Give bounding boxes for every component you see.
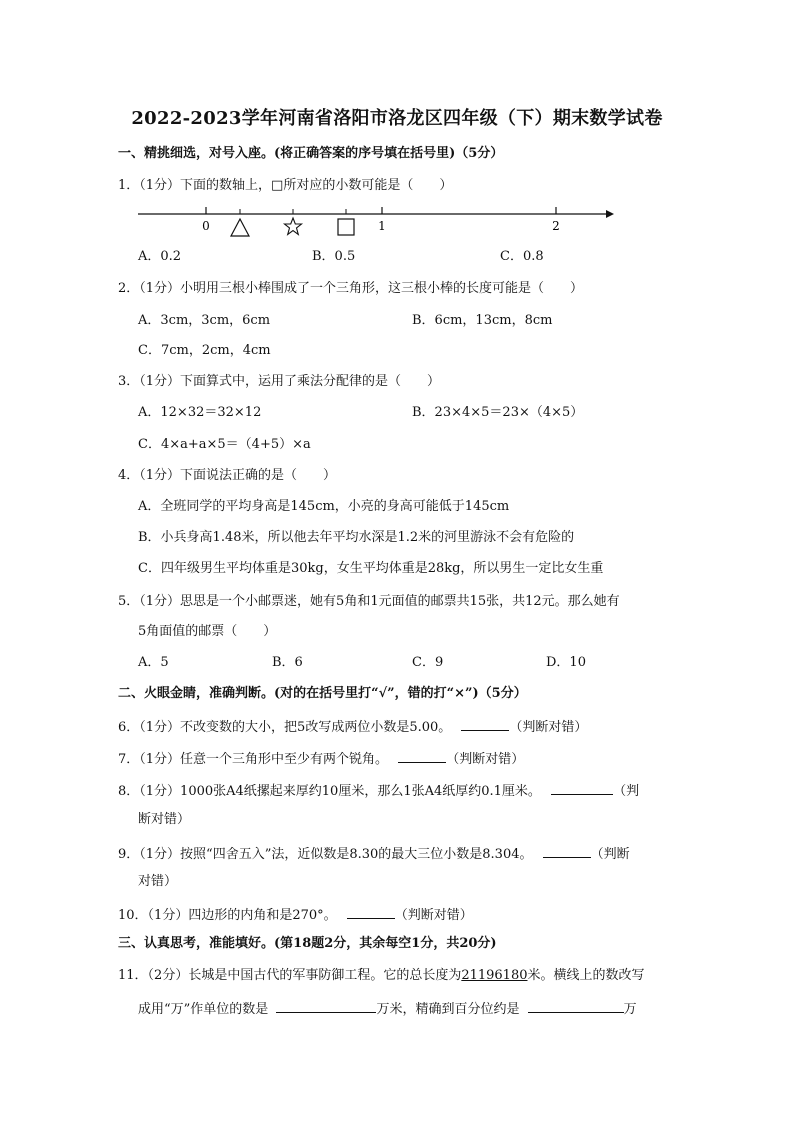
q1-option-a: A．0.2 (138, 249, 182, 264)
q3-option-b: B．23×4×5＝23×（4×5） (412, 405, 584, 420)
q3-option-c: C．4×a+a×5＝（4+5）×a (138, 437, 311, 452)
q4-option-c: C．四年级男生平均体重是30kg，女生平均体重是28kg，所以男生一定比女生重 (138, 561, 604, 576)
question-11-text: 11．（2分）长城是中国古代的军事防御工程。它的总长度为 (118, 968, 462, 983)
question-11-text-b: 米。横线上的数改写 (527, 968, 645, 983)
section-heading-1: 一、精挑细选，对号入座。(将正确答案的序号填在括号里)（5分） (118, 146, 504, 161)
question-11-underlined-number: 21196180 (461, 968, 528, 983)
answer-blank-8[interactable] (551, 780, 613, 795)
question-10-tail: （判断对错） (394, 908, 473, 923)
question-11-line2-b: 万米，精确到百分位约是 (376, 1002, 520, 1017)
question-10-text: 10．（1分）四边形的内角和是270°。 (118, 908, 337, 923)
question-9-tail: （判断 (590, 847, 630, 862)
q2-option-c: C．7cm，2cm，4cm (138, 343, 271, 358)
question-7-tail: （判断对错） (446, 752, 525, 767)
question-4: 4．（1分）下面说法正确的是（ ） (118, 468, 337, 483)
section-heading-3: 三、认真思考，准能填好。(第18题2分，其余每空1分，共20分) (118, 936, 497, 951)
number-line (136, 195, 626, 240)
answer-blank-11a[interactable] (276, 998, 376, 1013)
answer-blank-10[interactable] (347, 904, 395, 919)
triangle-marker-icon (231, 219, 249, 236)
q5-option-a: A．5 (138, 655, 169, 670)
q2-option-a: A．3cm，3cm，6cm (138, 313, 271, 328)
question-8 (118, 780, 639, 801)
question-11-cont (138, 998, 637, 1019)
question-9 (118, 843, 630, 864)
answer-blank-6[interactable] (461, 716, 509, 731)
question-8-tail: （判 (613, 784, 640, 799)
square-marker-icon (338, 219, 354, 235)
question-9-text: 9．（1分）按照“四舍五入”法，近似数是8.30的最大三位小数是8.304。 (118, 847, 533, 862)
question-6 (118, 716, 587, 737)
question-2: 2．（1分）小明用三根小棒围成了一个三角形，这三根小棒的长度可能是（ ） (118, 281, 584, 296)
question-8-cont: 断对错） (138, 812, 191, 827)
star-marker-icon (285, 218, 302, 235)
number-line-arrow-icon (606, 210, 614, 218)
question-6-tail: （判断对错） (509, 720, 588, 735)
question-9-cont: 对错） (138, 874, 178, 889)
question-11-line2-c: 万 (623, 1002, 637, 1017)
q5-option-c: C．9 (412, 655, 444, 670)
q4-option-b: B．小兵身高1.48米，所以他去年平均水深是1.2米的河里游泳不会有危险的 (138, 530, 575, 545)
q1-option-b: B．0.5 (312, 249, 356, 264)
page-title: 2022-2023学年河南省洛阳市洛龙区四年级（下）期末数学试卷 (131, 108, 663, 129)
question-3: 3．（1分）下面算式中，运用了乘法分配律的是（ ） (118, 374, 441, 389)
question-7 (118, 748, 524, 769)
tick-label-2: 2 (552, 219, 560, 233)
tick-label-1: 1 (378, 219, 386, 233)
question-5-cont: 5角面值的邮票（ ） (138, 624, 277, 639)
question-1: 1．（1分）下面的数轴上，□所对应的小数可能是（ ） (118, 178, 453, 193)
question-8-text: 8．（1分）1000张A4纸摞起来厚约10厘米，那么1张A4纸厚约0.1厘米。 (118, 784, 541, 799)
q1-option-c: C．0.8 (500, 249, 544, 264)
section-heading-2: 二、火眼金睛，准确判断。(对的在括号里打“√”，错的打“×”)（5分） (118, 686, 527, 701)
q5-option-d: D．10 (546, 655, 586, 670)
q2-option-b: B．6cm，13cm，8cm (412, 313, 553, 328)
answer-blank-9[interactable] (543, 843, 591, 858)
question-6-text: 6．（1分）不改变数的大小，把5改写成两位小数是5.00。 (118, 720, 452, 735)
question-7-text: 7．（1分）任意一个三角形中至少有两个锐角。 (118, 752, 389, 767)
tick-label-0: 0 (202, 219, 210, 233)
q3-option-a: A．12×32＝32×12 (138, 405, 262, 420)
question-5: 5．（1分）思思是一个小邮票迷，她有5角和1元面值的邮票共15张，共12元。那么她有 (118, 594, 620, 609)
question-11-line2-a: 成用“万”作单位的数是 (138, 1002, 269, 1017)
question-11 (118, 967, 645, 985)
question-10 (118, 904, 473, 925)
answer-blank-11b[interactable] (528, 998, 624, 1013)
q5-option-b: B．6 (272, 655, 303, 670)
answer-blank-7[interactable] (398, 748, 446, 763)
q4-option-a: A．全班同学的平均身高是145cm，小亮的身高可能低于145cm (138, 499, 510, 514)
